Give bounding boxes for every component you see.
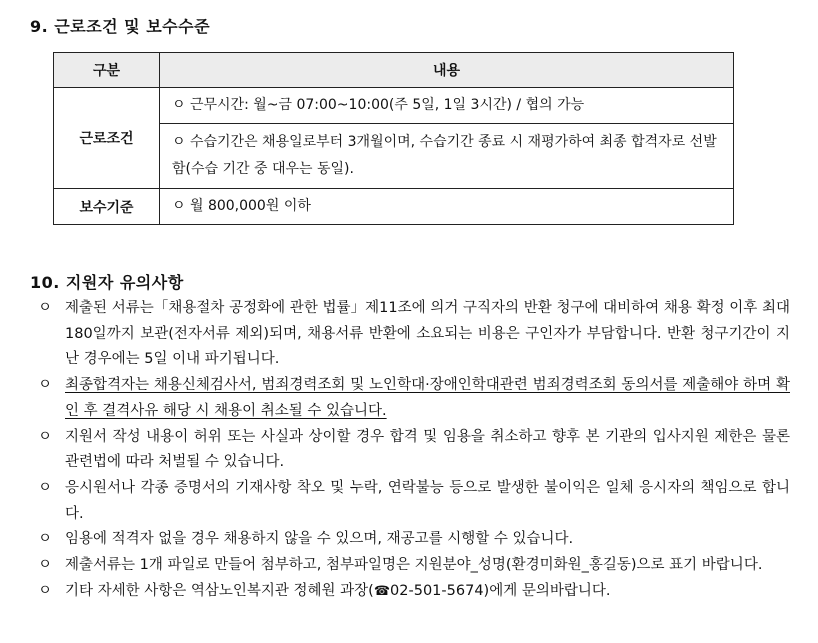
- working-conditions-table: [53, 52, 734, 225]
- list-item: [38, 579, 790, 605]
- bullet-icon: ㅇ: [38, 531, 53, 548]
- bullet-icon: ㅇ: [38, 428, 53, 445]
- bullet-icon: ㅇ: [38, 582, 53, 599]
- working-hours-cell: ㅇ 근무시간: 월~금 07:00~10:00(주 5일, 1일 3시간) / 협의 가능: [160, 88, 734, 124]
- probation-cell: [160, 124, 734, 189]
- row-label-working-conditions: 근로조건: [54, 88, 160, 189]
- contact-text-before: 기타 자세한 사항은 역삼노인복지관 정혜원 과장(: [65, 582, 374, 599]
- note-text: 제출된 서류는「채용절차 공정화에 관한 법률」제11조에 의거 구직자의 반환 청구에 대비하여 채용 확정 이후 최대 180일까지 보관(전자서류 제외)되며, 채용서류 반환에 소요되는 비용은 구인자가 부담합니다. 반환 청구기간이 지난 경우에는 5일 이내 파기됩니다.: [65, 300, 790, 368]
- applicant-notes-list: [38, 296, 790, 604]
- contact-text-after: )에게 문의바랍니다.: [483, 582, 611, 599]
- contact-phone: 02-501-5674: [390, 582, 484, 599]
- table-row: [54, 189, 734, 225]
- note-text-underlined: 최종합격자는 채용신체검사서, 범죄경력조회 및 노인학대·장애인학대관련 범죄경력조회 동의서를 제출해야 하며 확인 후 결격사유 해당 시 채용이 취소될 수 있습니다.: [65, 377, 790, 419]
- note-text: 임용에 적격자 없을 경우 채용하지 않을 수 있으며, 재공고를 시행할 수 있습니다.: [65, 531, 574, 548]
- list-item: [38, 425, 790, 476]
- table-header-row: [54, 53, 734, 88]
- section-9-title: 9. 근로조건 및 보수수준: [30, 17, 211, 36]
- pay-cell: ㅇ 월 800,000원 이하: [160, 189, 734, 225]
- table-row: [54, 88, 734, 124]
- bullet-icon: ㅇ: [38, 377, 53, 394]
- row-label-pay: 보수기준: [54, 189, 160, 225]
- note-text: 제출서류는 1개 파일로 만들어 첨부하고, 첨부파일명은 지원분야_성명(환경미화원_홍길동)으로 표기 바랍니다.: [65, 557, 763, 574]
- list-item: [38, 527, 790, 553]
- header-category: 구분: [54, 53, 160, 88]
- telephone-icon: ☎: [373, 583, 391, 599]
- bullet-icon: ㅇ: [38, 300, 53, 316]
- probation-text: ㅇ 수습기간은 채용일로부터 3개월이며, 수습기간 종료 시 재평가하여 최종 합격자로 선발함(수습 기간 중 대우는 동일).: [172, 134, 717, 177]
- bullet-icon: ㅇ: [38, 479, 53, 496]
- list-item: [38, 296, 790, 373]
- list-item: [38, 373, 790, 424]
- note-text: 응시원서나 각종 증명서의 기재사항 착오 및 누락, 연락불능 등으로 발생한 불이익은 일체 응시자의 책임으로 합니다.: [65, 479, 790, 522]
- header-content: 내용: [160, 53, 734, 88]
- note-text: 지원서 작성 내용이 허위 또는 사실과 상이할 경우 합격 및 임용을 취소하고 향후 본 기관의 입사지원 제한은 물론 관련법에 따라 처벌될 수 있습니다.: [65, 428, 790, 471]
- list-item: [38, 476, 790, 527]
- section-10-title: 10. 지원자 유의사항: [30, 273, 184, 292]
- list-item: [38, 553, 790, 579]
- bullet-icon: ㅇ: [38, 557, 53, 574]
